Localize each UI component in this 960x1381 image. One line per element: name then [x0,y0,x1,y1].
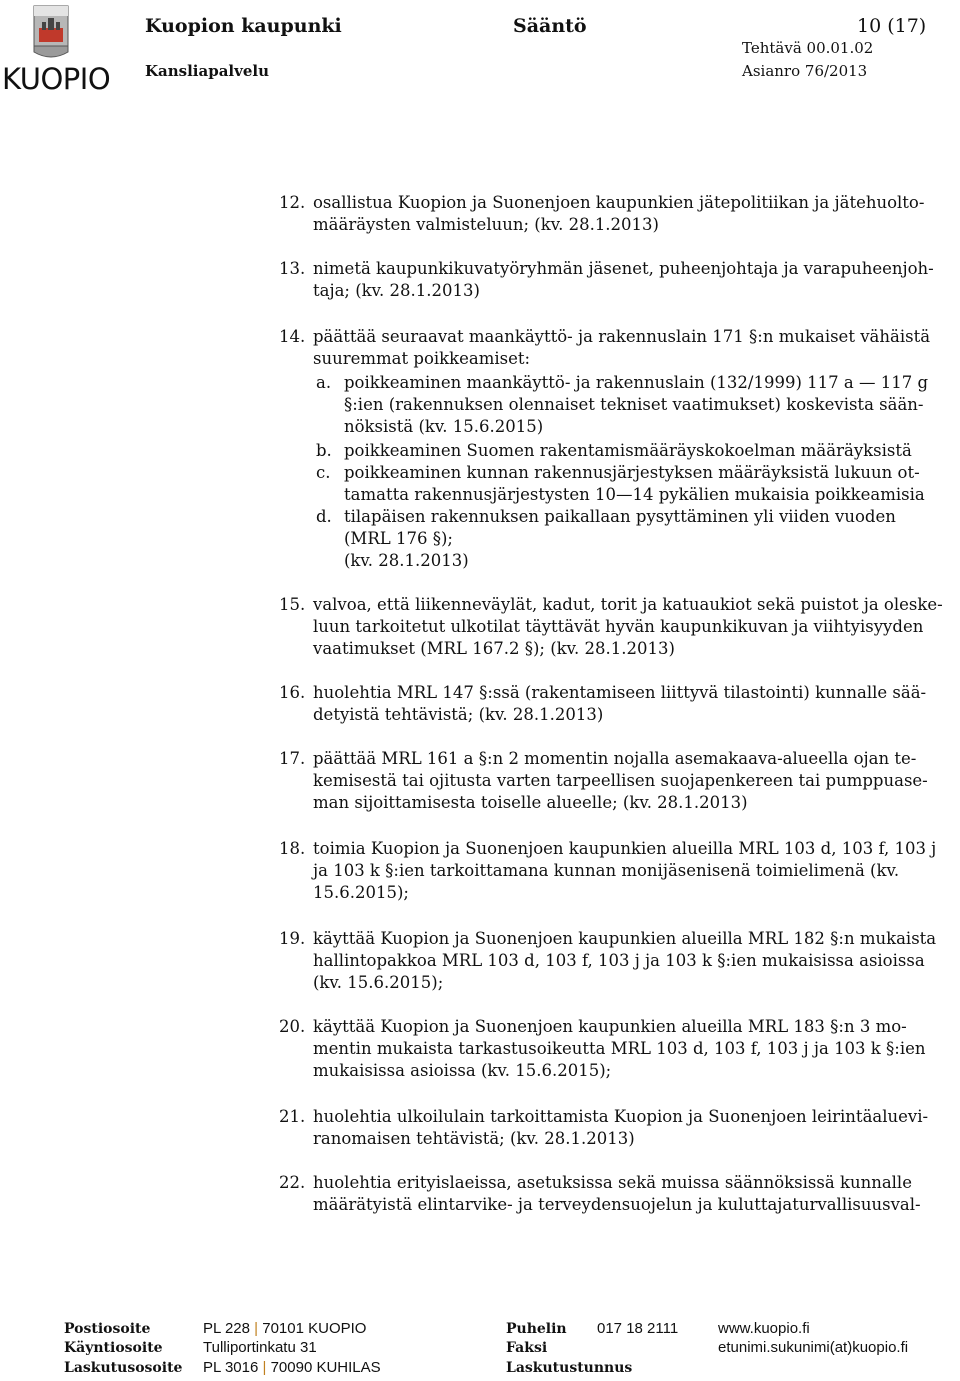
rule-item [279,1106,959,1150]
visiting-address: Tulliportinkatu 31 [203,1339,317,1356]
rule-item-number: 14. [279,327,306,346]
rule-item-number: 17. [279,749,306,768]
rule-item-line: (kv. 15.6.2015); [313,973,444,992]
rule-item-number: 15. [279,595,306,614]
rule-subitem-line: (MRL 176 §); [344,529,453,548]
separator: | [262,1359,267,1376]
phone-number: 017 18 2111 [597,1320,679,1337]
case-number: Asianro 76/2013 [742,62,868,80]
rule-subitem-line: nöksistä (kv. 15.6.2015) [344,417,544,436]
rule-subitem-line: poikkeaminen Suomen rakentamismääräyskokoelman määräyksistä [344,441,912,460]
rule-item [279,594,959,660]
fax-label: Faksi [506,1340,548,1356]
rule-item-line: mukaisissa asioissa (kv. 15.6.2015); [313,1061,612,1080]
rule-item [279,682,959,726]
rule-item-line: huolehtia erityislaeissa, asetuksissa sekä muissa säännöksissä kunnalle [313,1173,912,1192]
rule-subitem [316,462,956,506]
rule-item-number: 18. [279,839,306,858]
rule-subitem-line: tilapäisen rakennuksen paikallaan pysyttäminen yli viiden vuoden [344,507,896,526]
rule-item [279,1016,959,1082]
rule-item-line: osallistua Kuopion ja Suonenjoen kaupunkien jätepolitiikan ja jätehuolto- [313,193,925,212]
rule-item [279,838,959,904]
rule-item-line: nimetä kaupunkikuvatyöryhmän jäsenet, puheenjohtaja ja varapuheenjoh- [313,259,934,278]
rule-item-line: ranomaisen tehtävistä; (kv. 28.1.2013) [313,1129,635,1148]
rule-item-line: luun tarkoitetut ulkotilat täyttävät hyvän kaupunkikuvan ja viihtyisyyden [313,617,924,636]
rule-item-line: kemisestä tai ojitusta varten tarpeellisen suojapenkereen tai pumppuase- [313,771,928,790]
rule-item-line: mentin mukaista tarkastusoikeutta MRL 103 d, 103 f, 103 j ja 103 k §:ien [313,1039,926,1058]
rule-item [279,748,959,814]
rule-item-line: huolehtia ulkoilulain tarkoittamista Kuopion ja Suonenjoen leirintäaluevi- [313,1107,929,1126]
visiting-address-label: Käyntiosoite [64,1340,163,1356]
rule-subitem [316,440,956,462]
postal-box: PL 228 [203,1320,250,1337]
rule-item-line: man sijoittamisesta toiselle alueelle; (kv. 28.1.2013) [313,793,748,812]
city-logo [2,4,111,96]
rule-item-line: valvoa, että liikenneväylät, kadut, torit ja katuaukiot sekä puistot ja oleske- [313,595,943,614]
postal-address [203,1320,366,1337]
rule-subitem [316,372,956,438]
rule-item-line: taja; (kv. 28.1.2013) [313,281,480,300]
rule-item-number: 21. [279,1107,306,1126]
rule-item-line: käyttää Kuopion ja Suonenjoen kaupunkien alueilla MRL 182 §:n mukaista [313,929,937,948]
rule-item-line: toimia Kuopion ja Suonenjoen kaupunkien alueilla MRL 103 d, 103 f, 103 j [313,839,937,858]
rule-item-number: 13. [279,259,306,278]
rule-subitem-line: (kv. 28.1.2013) [344,551,469,570]
rule-item-line: määrätyistä elintarvike- ja terveydensuojelun ja kuluttajaturvallisuusval- [313,1195,921,1214]
unit-name: Kansliapalvelu [145,62,269,80]
task-number: Tehtävä 00.01.02 [742,39,874,57]
rule-subitem-line: §:ien (rakennuksen olennaiset tekniset vaatimukset) koskevista sään- [344,395,924,414]
billing-city: 70090 KUHILAS [270,1359,381,1376]
billing-id-label: Laskutustunnus [506,1360,633,1376]
separator: | [254,1320,259,1337]
postal-address-label: Postiosoite [64,1321,151,1337]
rule-item-line: päättää seuraavat maankäyttö- ja rakennuslain 171 §:n mukaiset vähäistä [313,327,931,346]
rule-item-line: päättää MRL 161 a §:n 2 momentin nojalla asemakaava-alueella ojan te- [313,749,917,768]
rule-subitem-number: d. [316,507,332,526]
rule-item-number: 20. [279,1017,306,1036]
billing-address-label: Laskutusosoite [64,1360,183,1376]
rule-item-number: 16. [279,683,306,702]
rule-item [279,1172,959,1216]
rule-item-line: määräysten valmisteluun; (kv. 28.1.2013) [313,215,659,234]
coat-of-arms-icon [4,4,100,64]
rule-item-line: käyttää Kuopion ja Suonenjoen kaupunkien alueilla MRL 183 §:n 3 mo- [313,1017,907,1036]
rule-item [279,192,959,236]
rule-subitem-line: tamatta rakennusjärjestysten 10—14 pykälien mukaisia poikkeamisia [344,485,925,504]
rule-subitem-number: a. [316,373,332,392]
rule-subitem-number: b. [316,441,332,460]
org-name: Kuopion kaupunki [145,15,342,37]
page-number: 10 (17) [857,15,927,37]
rule-item [279,326,959,370]
rule-item-line: vaatimukset (MRL 167.2 §); (kv. 28.1.2013) [313,639,675,658]
rule-item-number: 12. [279,193,306,212]
billing-box: PL 3016 [203,1359,259,1376]
rule-item-line: detyistä tehtävistä; (kv. 28.1.2013) [313,705,604,724]
rule-item [279,928,959,994]
billing-address [203,1359,381,1376]
document-type: Sääntö [513,15,587,37]
rule-subitem [316,506,956,572]
rule-item-number: 19. [279,929,306,948]
postal-city: 70101 KUOPIO [262,1320,367,1337]
phone-label: Puhelin [506,1321,567,1337]
rule-item-line: suuremmat poikkeamiset: [313,349,531,368]
rule-item-line: 15.6.2015); [313,883,409,902]
email-address[interactable]: etunimi.sukunimi(at)kuopio.fi [718,1339,909,1356]
rule-subitem-line: poikkeaminen kunnan rakennusjärjestyksen määräyksistä lukuun ot- [344,463,920,482]
rule-item [279,258,959,302]
rule-subitem-line: poikkeaminen maankäyttö- ja rakennuslain (132/1999) 117 a — 117 g [344,373,929,392]
rule-item-line: ja 103 k §:ien tarkoittamana kunnan monijäsenisenä toimielimenä (kv. [313,861,900,880]
rule-item-line: hallintopakkoa MRL 103 d, 103 f, 103 j ja 103 k §:ien mukaisissa asioissa [313,951,925,970]
rule-item-line: huolehtia MRL 147 §:ssä (rakentamiseen liittyvä tilastointi) kunnalle sää- [313,683,927,702]
website-link[interactable]: www.kuopio.fi [718,1320,810,1337]
logo-wordmark: KUOPIO [2,62,111,96]
rule-subitem-number: c. [316,463,331,482]
rule-item-number: 22. [279,1173,306,1192]
